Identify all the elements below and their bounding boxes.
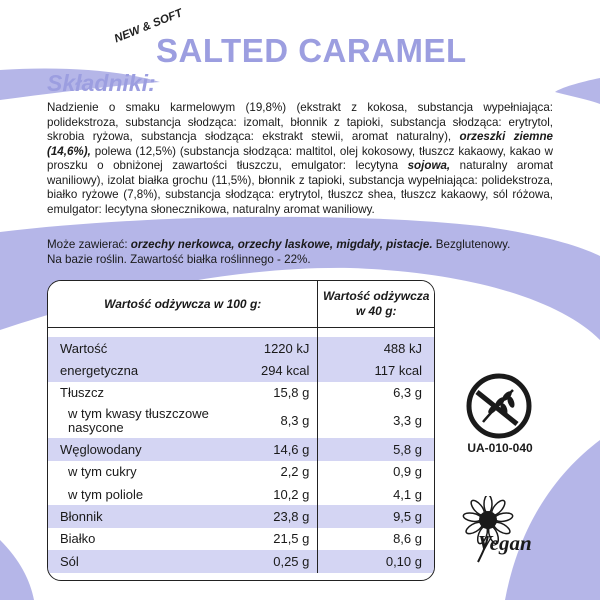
gluten-free-code: UA-010-040 [467,441,533,455]
row-label: Błonnik [48,505,229,527]
product-title: SALTED CARAMEL [156,32,467,69]
table-row [48,438,434,460]
row-value-100g: 14,6 g [229,438,318,460]
ingredients-heading: Składniki: [47,70,156,96]
table-row [48,382,434,404]
table-row [48,359,434,381]
row-value-100g: 23,8 g [229,505,318,527]
row-label: w tym kwasy tłuszczowe nasycone [68,406,209,436]
row-value-40g: 117 kcal [318,359,434,381]
row-label: w tym poliole [68,486,144,502]
badge-text: NEW & SOFT [112,7,185,46]
row-value-100g: 15,8 g [229,382,318,404]
row-label: Tłuszcz [60,385,105,401]
table-row [48,461,434,483]
header-per-40g: Wartość odżywcza w 40 g: [318,281,434,328]
row-value-100g: 8,3 g [229,404,318,438]
ingredients-bold-soy: sojowa, [407,159,451,172]
table-row [48,483,434,505]
allergens-text [47,238,567,267]
row-value-100g: 21,5 g [229,528,318,550]
row-value-40g: 6,3 g [393,385,422,401]
ingredients-part-1: Nadzienie o smaku karmelowym (19,8%) (ekstrakt z kokosa, substancja wypełniająca: polidekstroza, substancja słodząca: izomalt, błonnik z tapioki, substancja słodząca: erytrytol, skrobia ryżowa, substancja słodząca: ekstrakt stewii, aromat naturalny), [47,101,553,143]
table-row [48,550,434,572]
allergens-line2: Na bazie roślin. Zawartość białka roślinnego - 22%. [47,252,311,266]
gluten-free-icon [465,372,533,440]
ingredients-bold-peanuts: orzeszki ziemne (14,6%), [47,130,553,158]
row-value-40g: 9,5 g [318,505,434,527]
row-value-40g: 0,9 g [393,464,422,480]
row-value-40g: 488 kJ [318,337,434,359]
ingredients-part-3: naturalny aromat waniliowy), izolat białka grochu (11,5%), błonnik z tapioki, substancja wypełniająca: polidekstroza, białko ryżowe (7,8%), substancja słodząca: erytrytol, tłuszcz shea, tłuszcz kakaowy, sól różowa, emulgator: lecytyna słonecznikowa, naturalny aromat waniliowy. [47,159,553,216]
row-value-100g: 0,25 g [229,550,318,572]
row-value-40g: 5,8 g [318,438,434,460]
row-label: Białko [60,531,96,547]
row-label: Sól [48,550,229,572]
row-value-40g: 8,6 g [393,531,422,547]
table-row [48,337,434,359]
row-label: Węglowodany [48,438,229,460]
ingredients-text [47,101,553,217]
ingredients-part-2: polewa (12,5%) (substancja słodząca: maltitol, olej kokosowy, tłuszcz kakaowy, kakao w proszku o obniżonej zawartości tłuszczu, emulgator: lecytyna [47,144,553,172]
table-row [48,404,434,438]
table-row [48,505,434,527]
allergens-bold: orzechy nerkowca, orzechy laskowe, migdały, pistacje. [130,238,433,251]
allergens-prefix: Może zawierać: [47,238,131,251]
row-label: w tym cukry [68,464,137,480]
nutrition-table [47,280,435,581]
row-value-40g: 0,10 g [318,550,434,572]
vegan-label: Vegan [478,531,532,555]
row-value-100g: 294 kcal [229,359,318,381]
row-value-40g: 4,1 g [393,486,422,502]
table-row [48,528,434,550]
row-value-40g: 3,3 g [393,413,422,429]
row-label: energetyczna [48,359,229,381]
header-per-100g: Wartość odżywcza w 100 g: [48,281,318,328]
row-value-100g: 10,2 g [229,483,318,505]
row-value-100g: 2,2 g [229,461,318,483]
allergens-suffix: Bezglutenowy. [432,238,511,251]
row-value-100g: 1220 kJ [229,337,318,359]
row-label: Wartość [48,337,229,359]
